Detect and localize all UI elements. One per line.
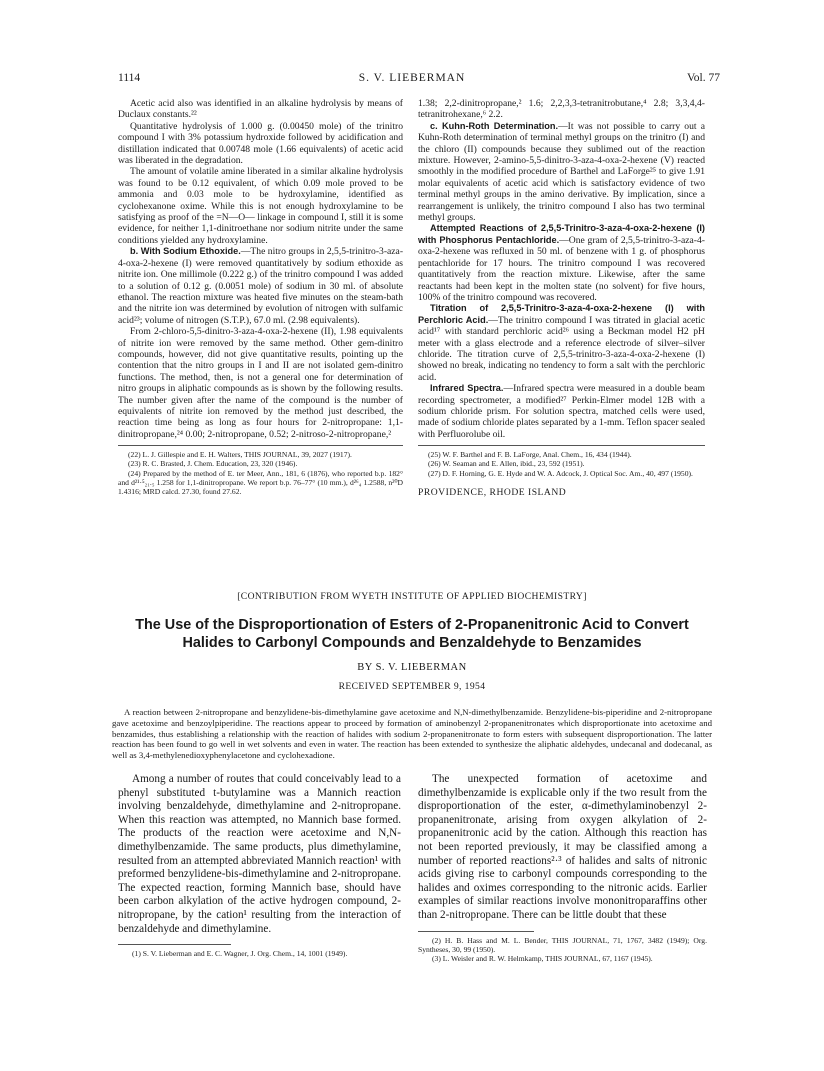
- footnote-divider: [418, 931, 534, 932]
- footnotes: [118, 949, 401, 958]
- article-left-column: [118, 773, 401, 958]
- article-author: BY S. V. LIEBERMAN: [357, 662, 467, 673]
- footnote: (26) W. Seaman and E. Allen, ibid., 23, 592 (1951).: [428, 459, 585, 469]
- paragraph: The amount of volatile amine liberated in a similar alkaline hydrolysis was found to be 0.12 equivalent, of which 0.09 mole proved to be ammonia and 0.03 mole to be hydroxylamine, identified as cyclohexanone oxime. While this is not enough hydroxylamine to be satisfying as proof of the =N—O— linkage in compound I, still it is some evidence, for neither 1,1-dinitroethane nor sodium nitrite under the same conditions yielded any hydroxylamine.: [118, 166, 403, 246]
- abstract: A reaction between 2-nitropropane and benzylidene-bis-dimethylamine gave acetoxime and N,N-dimethylbenzamide. Benzylidene-bis-piperidine and 2-nitropropane gave acetoxime and benzoylpiperidine. The reactions appear to proceed by formation of aminobenzyl 2-propanenitronates which disproportionate into acetoxime and benzamides, thus establishing a relationship with the reaction of halides with sodium 2-propanenitronate to form esters with subsequent disproportionation. The latter reaction has been found to go well in wet solvents and even in water. The reaction has been extended to synthesize the aliphatic aldehydes, undecanal and dodecanal, as well as 3,4-methylenedioxyphenylacetone and cyclohexadione.: [112, 707, 712, 761]
- section-heading: c. Kuhn-Roth Determination.: [430, 120, 559, 131]
- footnote-divider: [118, 445, 403, 446]
- section-heading: b. With Sodium Ethoxide.: [130, 246, 241, 257]
- paragraph: Among a number of routes that could conceivably lead to a phenyl substituted t-butylamine was a Mannich reaction involving benzaldehyde, dimethylamine and 2-nitropropane. When this reaction was attempted, no Mannich base formed. The products of the reaction were acetoxime and N,N-dimethylbenzamide. The same products, plus dimethylamine, resulted from an attempted abbreviated Mannich reaction¹ with preformed benzylidene-bis-dimethylamine and 2-nitropropane. The expected reaction, forming Mannich base, should have been carbon alkylation of the active hydrogen compound, 2-nitropropane, by the cation¹ resulting from the interaction of benzaldehyde and dimethylamine.: [118, 773, 401, 935]
- paragraph: Acetic acid also was identified in an alkaline hydrolysis by means of Duclaux constants.²²: [118, 98, 403, 121]
- received-date: RECEIVED SEPTEMBER 9, 1954: [338, 681, 486, 692]
- paragraph: [118, 246, 403, 326]
- paragraph: [418, 303, 705, 383]
- paragraph-text: —The trinitro compound I was titrated in glacial acetic acid¹⁷ with standard perchloric acid²⁶ using a Beckman model H2 pH meter with a glass electrode and a reference electrode of silver–silver chloride. The titration curve of 2,5,5-trinitro-3-aza-4-oxa-2-hexene (I) showed no break, indicating no tendency to form a salt with the perchloric acid.: [418, 314, 705, 383]
- article-right-column: [418, 773, 707, 963]
- paragraph: The unexpected formation of acetoxime and dimethylbenzamide is explicable only if the two result from the disproportionation of the ester, α-dimethylaminobenzyl 2-propanenitronate, arising from oxygen alkylation of 2-propanenitronic acid by the cation. Although this reaction has not been reported previously, it may be classified among a number of reported reactions²·³ of halides and salts of nitronic acids giving rise to carbonyl compounds corresponding to the halides and oximes corresponding to the nitronic acids. Earlier examples of similar reactions involve mononitroparaffins other than 2-nitropropane. There can be little doubt that these: [418, 773, 707, 921]
- paragraph: [418, 383, 705, 440]
- section-heading: Attempted Reactions of 2,5,5-Trinitro-3-aza-4-oxa-2-hexene (I) with Phosphorus Pentachloride.: [418, 223, 705, 245]
- footnote: (23) R. C. Brasted, J. Chem. Education, 23, 320 (1946).: [128, 459, 298, 469]
- paragraph: [418, 223, 705, 303]
- footnote: (24) Prepared by the method of E. ter Meer, Ann., 181, 6 (1876), who reported b.p. 182° and d²¹·⁵₂₁.₅ 1.258 for 1,1-dinitropropane. We report b.p. 76–77° (10 mm.), d²⁶₄ 1.2588, n²⁰D 1.4316; MRD calcd. 27.30, found 27.62.: [118, 468, 403, 496]
- paragraph-text: —Infrared spectra were measured in a double beam recording spectrometer, a modified²⁷ Perkin-Elmer model 12B with a sodium chloride prism. For solution spectra, matched cells were used, made of sodium chloride plates separated by a 1-mm. Teflon spacer sealed with Perfluorolube oil.: [418, 383, 706, 440]
- section-heading: Infrared Spectra.: [430, 383, 504, 394]
- top-right-column: [418, 98, 705, 498]
- paragraph: Quantitative hydrolysis of 1.000 g. (0.00450 mole) of the trinitro compound I with 3% potassium hydroxide followed by acidification and distillation indicated that 0.00748 mole (1.66 equivalents) of acetic acid was liberated in the degradation.: [118, 120, 403, 167]
- running-header-author: S. V. LIEBERMAN: [358, 72, 466, 84]
- footnotes: [418, 936, 707, 964]
- footnote: (22) L. J. Gillespie and E. H. Walters, THIS JOURNAL, 39, 2027 (1917).: [128, 450, 352, 460]
- paragraph-text: —The nitro groups in 2,5,5-trinitro-3-aza-4-oxa-2-hexene (I) were removed quantitatively by sodium ethoxide as nitrite ion. One millimole (0.222 g.) of the trinitro compound I was added to a solution of 0.12 g. (0.0051 mole) of sodium in 30 ml. of absolute ethanol. The reaction mixture was heated five minutes on the steam-bath and the nitrite ion was determined by evolution of nitrogen with sulfamic acid²³; volume of nitrogen (S.T.P.), 67.0 ml. (2.98 equivalents).: [118, 246, 404, 326]
- footnote: (3) L. Weisler and R. W. Helmkamp, THIS JOURNAL, 67, 1167 (1945).: [432, 953, 653, 963]
- paragraph: From 2-chloro-5,5-dinitro-3-aza-4-oxa-2-hexene (II), 1.98 equivalents of nitrite ion were removed by the same method. Other gem-dinitro compounds, however, did not give quantitative results, pointing up the contention that the nitro groups in I and II are not isolated gem-dinitro functions. The method, then, is not a general one for determination of nitro groups in aliphatic compounds as is shown by the following results. The number given after the name of the compound is the number of equivalents of nitrite ion removed by the method just described, the reaction time being as long as four hours for 2-nitropropane: 1,1-dinitropropane,²⁴ 0.00; 2-nitropropane, 0.52; 2-nitroso-2-nitropropane,²: [118, 326, 403, 440]
- section-heading: Titration of 2,5,5-Trinitro-3-aza-4-oxa-2-hexene (I) with Perchloric Acid.: [418, 303, 705, 325]
- top-left-column: [118, 98, 403, 496]
- article-title: The Use of the Disproportionation of Esters of 2-Propanenitronic Acid to Convert Halides to Carbonyl Compounds and Benzaldehyde to Benzamides: [135, 617, 689, 651]
- footnotes: [418, 450, 705, 478]
- footnote-divider: [118, 944, 231, 945]
- paragraph-text: —One gram of 2,5,5-trinitro-3-aza-4-oxa-2-hexene was refluxed in 50 ml. of benzene with 1 g. of phosphorus pentachloride for 17 hours. The trinitro compound I was recovered quantitatively from the reaction mixture. Likewise, after the same reactants had been kept in the molten state (no solvent) for five hours, 100% of the trinitro compound was recovered.: [418, 234, 705, 303]
- paragraph-text: —It was not possible to carry out a Kuhn-Roth determination of terminal methyl groups on the trinitro (I) and the chloro (II) compounds because they sublimed out of the reaction mixture. However, 2-amino-5,5-dinitro-3-aza-4-oxa-2-hexene (V) reacted smoothly in the modified procedure of Barthel and LaForge²⁵ to give 1.91 molar equivalents of acetic acid which is satisfactory evidence of two terminal methyl groups in the amino derivative. By implication, since a rearrangement is unlikely, the trinitro compound I also has two terminal methyl groups.: [418, 120, 705, 224]
- contribution-line: [CONTRIBUTION FROM WYETH INSTITUTE OF APPLIED BIOCHEMISTRY]: [237, 591, 587, 602]
- paragraph: 1.38; 2,2-dinitropropane,² 1.6; 2,2,3,3-tetranitrobutane,⁴ 2.8; 3,3,4,4-tetranitrohexane,⁶ 2.2.: [418, 98, 705, 121]
- paragraph: [418, 121, 705, 224]
- institution-location: PROVIDENCE, RHODE ISLAND: [418, 486, 567, 498]
- footnote: (1) S. V. Lieberman and E. C. Wagner, J. Org. Chem., 14, 1001 (1949).: [132, 949, 348, 959]
- footnote: (27) D. F. Horning, G. E. Hyde and W. A. Adcock, J. Optical Soc. Am., 40, 497 (1950).: [428, 468, 693, 478]
- footnote: (25) W. F. Barthel and F. B. LaForge, Anal. Chem., 16, 434 (1944).: [428, 450, 632, 460]
- volume-label: Vol. 77: [686, 72, 720, 84]
- footnotes: [118, 450, 403, 496]
- footnote-divider: [418, 445, 705, 446]
- footnote: (2) H. B. Hass and M. L. Bender, THIS JOURNAL, 71, 1767, 3482 (1949); Org. Syntheses, 30, 99 (1950).: [418, 935, 707, 954]
- page-number: 1114: [118, 72, 141, 84]
